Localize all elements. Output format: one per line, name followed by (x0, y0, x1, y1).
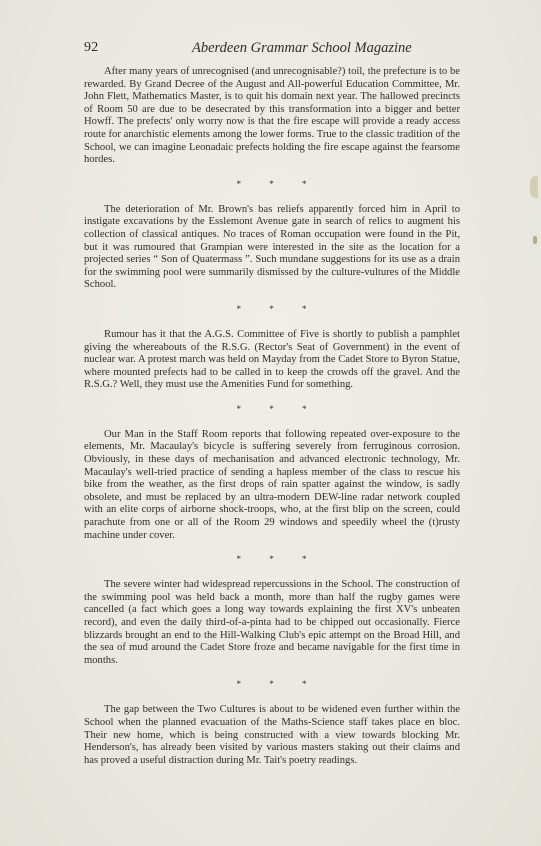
running-title: Aberdeen Grammar School Magazine (192, 40, 412, 56)
section-separator: * * * (236, 178, 320, 189)
section-separator: * * * (236, 554, 320, 565)
paragraph-prefecture: After many years of unrecognised (and unrecognisable?) toil, the prefecture is to be rewarded. By Grand Decree of the August and All-powerful Education Committee, Mr. John Flett, Mathematics Master, is to quit his domain next year. The hallowed precincts of Room 50 are due to be desecrated by this transformation into a bigger and better Howff. The prefects' only worry now is that the fire escape will provide a ready access route for anarchistic elements among the lower forms. True to the classic tradition of the School, we can imagine Leonadaic prefects holding the fire escape against the fearsome hordes. (84, 66, 460, 166)
page-number: 92 (84, 40, 99, 55)
section-separator: * * * (236, 679, 320, 690)
page-header (84, 40, 475, 58)
section-separator: * * * (236, 303, 320, 314)
paragraph-bicycle: Our Man in the Staff Room reports that following repeated over-exposure to the elements, Mr. Macaulay's bicycle is suffering severely from ferruginous corrosion. Obviously, in these days of mechanisation and advanced electronic technology, Mr. Macaulay's well-tried practice of sending a hapless member of the class to rescue his bike from the weather, as the first drops of rain spatter against the window, is sadly obsolete, and must be replaced by an ultra-modern DEW-line radar network coupled with an elite corps of airborne shock-troops, who, at the first blip on the screen, could parachute from one or all of the Room 29 windows and speedily wheel the (t)rusty machine under cover. (84, 428, 460, 541)
paragraph-rsg: Rumour has it that the A.G.S. Committee of Five is shortly to publish a pamphlet giving the whereabouts of the R.S.G. (Rector's Seat of Government) in the event of nuclear war. A protest march was held on Mayday from the Cadet Store to Byron Statue, where mounted prefects had to be called in to keep the crowds off the gravel. And the R.S.G.? Well, they must use the Amenities Fund for something. (84, 328, 460, 391)
article-body (84, 66, 460, 767)
section-separator: * * * (236, 403, 320, 414)
paragraph-winter: The severe winter had widespread repercussions in the School. The construction of the swimming pool was held back a month, more than half the rugby games were cancelled (a fact which goes a long way towards explaining the first XV's unbeaten record), and even the daily third-of-a-pinta had to be chipped out occasionally. Fierce blizzards brought an end to the Hill-Walking Club's epic attempt on the Broad Hill, and the sea of mud around the Cadet Store froze and became navigable for the first time in months. (84, 579, 460, 666)
paragraph-excavations: The deterioration of Mr. Brown's bas reliefs apparently forced him in April to instigate excavations by the Esslemont Avenue gate in search of relics to augment his collection of classical antiques. No traces of Roman occupation were found in the Pit, but it was rumoured that Grampian were interested in the site as the location for a projected series “ Son of Quatermass ”. Such mundane suggestions for its use as a drain for the swimming pool were summarily dismissed by the culture-vultures of the Middle School. (84, 203, 460, 291)
margin-stain (530, 176, 538, 198)
margin-stain (533, 236, 537, 244)
paragraph-two-cultures: The gap between the Two Cultures is about to be widened even further within the School when the planned evacuation of the Maths-Science staff takes place en bloc. Their new home, which is being constructed with a view towards blocking Mr. Henderson's, has already been visited by various masters staking out their claims and has proved a useful distraction during Mr. Tait's poetry readings. (84, 704, 460, 766)
